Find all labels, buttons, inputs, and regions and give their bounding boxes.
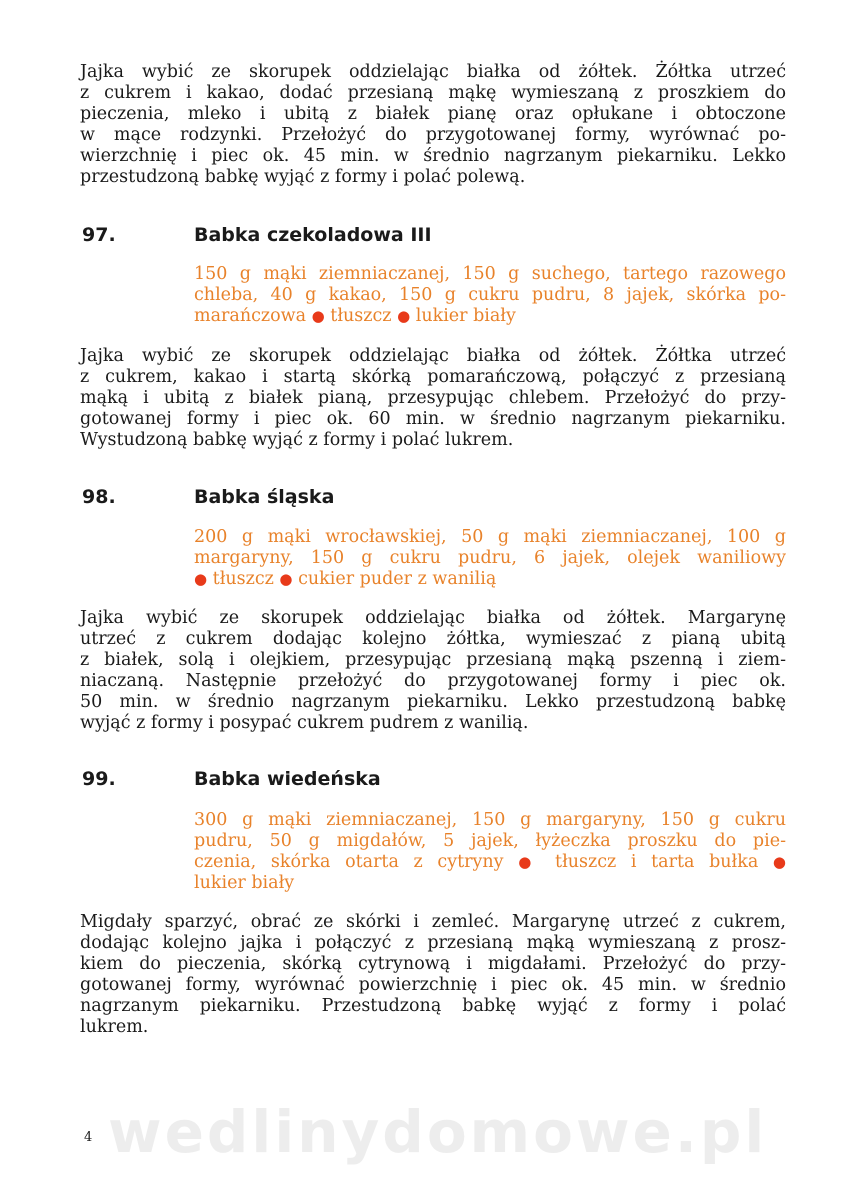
text-line: Jajka wybić ze skorupek oddzielając białka od żółtek. Żółtka utrzeć: [80, 62, 786, 82]
ingredients-line: czenia, skórka otarta z cytryny ● tłuszcz i tarta bułka ●: [194, 852, 787, 872]
bullet-separator: ●: [279, 570, 293, 588]
ingredients-line: chleba, 40 g kakao, 150 g cukru pudru, 8 jajek, skórka po-: [194, 285, 786, 305]
recipe-number: 97.: [82, 224, 116, 246]
recipe-title: Babka czekoladowa III: [194, 224, 432, 246]
text-line: niaczaną. Następnie przełożyć do przygotowanej formy i piec ok.: [80, 671, 786, 691]
text-line: 50 min. w średnio nagrzanym piekarniku. Lekko przestudzoną babkę: [80, 692, 786, 712]
recipe-title: Babka wiedeńska: [194, 768, 381, 790]
recipe-instructions: [80, 346, 786, 451]
text-line: przestudzoną babkę wyjąć z formy i polać polewą.: [80, 167, 526, 187]
text-line: w mące rodzynki. Przełożyć do przygotowanej formy, wyrównać po-: [80, 125, 786, 145]
text-line: pieczenia, mleko i ubitą z białek pianę oraz opłukane i obtoczone: [80, 104, 786, 124]
ingredients-line: pudru, 50 g migdałów, 5 jajek, łyżeczka proszku do pie-: [194, 831, 786, 851]
text-line: Wystudzoną babkę wyjąć z formy i polać lukrem.: [80, 430, 514, 450]
text-line: utrzeć z cukrem dodając kolejno żółtka, wymieszać z pianą ubitą: [80, 629, 786, 649]
ingredients-line: marańczowa ● tłuszcz ● lukier biały: [194, 306, 516, 326]
ingredients-line: lukier biały: [194, 873, 295, 893]
text-line: gotowanej formy i piec ok. 60 min. w średnio nagrzanym piekarniku.: [80, 409, 786, 429]
bullet-separator: ●: [397, 307, 411, 325]
recipe-instructions: [80, 912, 786, 1038]
text-line: wyjąć z formy i posypać cukrem pudrem z wanilią.: [80, 713, 529, 733]
text-line: Jajka wybić ze skorupek oddzielając białka od żółtek. Żółtka utrzeć: [80, 346, 786, 366]
text-line: Jajka wybić ze skorupek oddzielając białka od żółtek. Margarynę: [80, 608, 786, 628]
recipe-number: 99.: [82, 768, 116, 790]
recipe-ingredients: [194, 264, 786, 327]
page-number: 4: [84, 1130, 93, 1145]
text-line: kiem do pieczenia, skórką cytrynową i migdałami. Przełożyć do przy-: [80, 954, 786, 974]
bullet-separator: ●: [311, 307, 325, 325]
text-line: gotowanej formy, wyrównać powierzchnię i piec ok. 45 min. w średnio: [80, 975, 786, 995]
text-line: dodając kolejno jajka i połączyć z przesianą mąką wymieszaną z prosz-: [80, 933, 786, 953]
text-line: lukrem.: [80, 1017, 149, 1037]
recipe-title: Babka śląska: [194, 486, 335, 508]
recipe-number: 98.: [82, 486, 116, 508]
ingredients-line: 200 g mąki wrocławskiej, 50 g mąki ziemniaczanej, 100 g: [194, 527, 786, 547]
recipe-ingredients: [194, 527, 786, 590]
text-line: mąką i ubitą z białek pianą, przesypując chlebem. Przełożyć do przy-: [80, 388, 786, 408]
ingredients-line: 150 g mąki ziemniaczanej, 150 g suchego, tartego razowego: [194, 264, 786, 284]
recipe-ingredients: [194, 810, 786, 894]
text-line: z cukrem i kakao, dodać przesianą mąkę wymieszaną z proszkiem do: [80, 83, 786, 103]
text-line: z białek, solą i olejkiem, przesypując przesianą mąką pszenną i ziem-: [80, 650, 786, 670]
ingredients-line: ● tłuszcz ● cukier puder z wanilią: [194, 569, 497, 589]
intro-paragraph: [80, 62, 786, 188]
text-line: Migdały sparzyć, obrać ze skórki i zemleć. Margarynę utrzeć z cukrem,: [80, 912, 786, 932]
text-line: wierzchnię i piec ok. 45 min. w średnio nagrzanym piekarniku. Lekko: [80, 146, 786, 166]
bullet-separator: ●: [194, 570, 208, 588]
ingredients-line: margaryny, 150 g cukru pudru, 6 jajek, olejek waniliowy: [194, 548, 786, 568]
recipe-instructions: [80, 608, 786, 734]
text-line: z cukrem, kakao i startą skórką pomarańczową, połączyć z przesianą: [80, 367, 786, 387]
bullet-separator: ●: [772, 853, 787, 871]
ingredients-line: 300 g mąki ziemniaczanej, 150 g margaryny, 150 g cukru: [194, 810, 786, 830]
bullet-separator: ●: [518, 853, 541, 871]
watermark: wedlinydomowe.pl: [108, 1098, 768, 1166]
text-line: nagrzanym piekarniku. Przestudzoną babkę wyjąć z formy i polać: [80, 996, 786, 1016]
